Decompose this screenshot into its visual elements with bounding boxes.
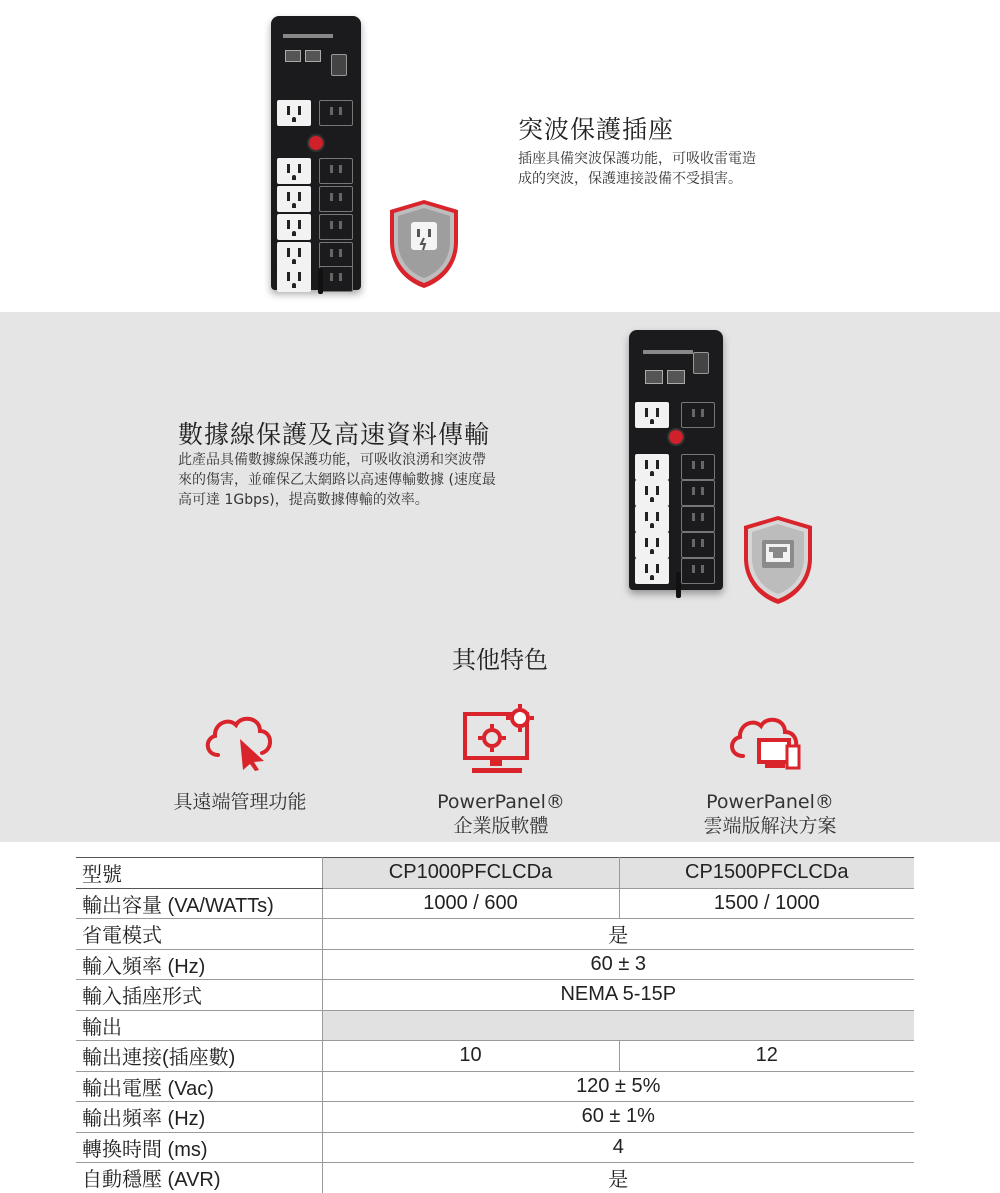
spec-label: 輸出電壓 (Vac) (76, 1071, 322, 1102)
table-row (76, 1163, 914, 1193)
spec-value: 60 ± 3 (322, 949, 914, 980)
spec-section-label: 輸出 (76, 1010, 322, 1041)
data-protect-description (178, 450, 496, 510)
spec-label: 輸入插座形式 (76, 980, 322, 1011)
table-row (76, 949, 914, 980)
surge-shield-icon (384, 196, 464, 292)
feature-label-line: PowerPanel® (437, 791, 565, 813)
ups-back-panel-image (271, 16, 361, 290)
spec-label: 輸出容量 (VA/WATTs) (76, 888, 322, 919)
spec-label: 省電模式 (76, 919, 322, 950)
feature-label-line: 企業版軟體 (453, 815, 549, 837)
spec-value: 60 ± 1% (322, 1102, 914, 1133)
spec-value: NEMA 5-15P (322, 980, 914, 1011)
table-row (76, 1102, 914, 1133)
spec-value: 是 (322, 919, 914, 950)
surge-desc-line: 成的突波，保護連接設備不受損害。 (518, 171, 742, 187)
ethernet-shield-icon (738, 512, 818, 608)
spec-value: 10 (322, 1041, 619, 1072)
power-cord (676, 572, 681, 598)
spec-value: 是 (322, 1163, 914, 1193)
spec-value: 1500 / 1000 (619, 888, 914, 919)
surge-description (518, 149, 756, 189)
spec-value (322, 1010, 914, 1041)
spec-label: 自動穩壓 (AVR) (76, 1163, 322, 1193)
spec-value: 1000 / 600 (322, 888, 619, 919)
spec-label: 輸出頻率 (Hz) (76, 1102, 322, 1133)
monitor-gear-icon (462, 704, 542, 776)
power-cord (318, 268, 323, 294)
table-row (76, 888, 914, 919)
feature-powerpanel-business (394, 790, 608, 838)
data-protect-title: 數據線保護及高速資料傳輸 (178, 420, 491, 449)
cloud-devices-icon (725, 712, 805, 772)
model-2-header: CP1500PFCLCDa (619, 858, 914, 889)
spec-value: 12 (619, 1041, 914, 1072)
spec-label: 轉換時間 (ms) (76, 1132, 322, 1163)
feature-label-line: 具遠端管理功能 (173, 791, 307, 813)
data-protect-desc-line: 此產品具備數據線保護功能，可吸收浪湧和突波帶 (178, 452, 486, 468)
model-1-header: CP1000PFCLCDa (322, 858, 619, 889)
surge-desc-line: 插座具備突波保護功能，可吸收雷電造 (518, 151, 756, 167)
data-protect-desc-line: 高可達 1Gbps)，提高數據傳輸的效率。 (178, 492, 429, 508)
ups-back-panel-image-2 (629, 330, 723, 590)
spec-label: 輸入頻率 (Hz) (76, 949, 322, 980)
feature-label-line: 雲端版解決方案 (703, 815, 837, 837)
table-row (76, 1132, 914, 1163)
table-row-section (76, 1010, 914, 1041)
cloud-cursor-icon (200, 709, 278, 771)
spec-value: 4 (322, 1132, 914, 1163)
surge-section (0, 0, 1000, 312)
table-row (76, 1071, 914, 1102)
table-row (76, 980, 914, 1011)
feature-label-line: PowerPanel® (706, 791, 834, 813)
table-row (76, 858, 914, 889)
table-row (76, 1041, 914, 1072)
spec-label: 型號 (76, 858, 322, 889)
spec-value: 120 ± 5% (322, 1071, 914, 1102)
feature-powerpanel-cloud (660, 790, 880, 838)
spec-label: 輸出連接(插座數) (76, 1041, 322, 1072)
other-features-title: 其他特色 (452, 646, 548, 674)
feature-remote-management (140, 790, 340, 814)
surge-title: 突波保護插座 (518, 115, 675, 144)
data-protect-desc-line: 來的傷害，並確保乙太網路以高速傳輸數據 (速度最 (178, 472, 496, 488)
spec-table (76, 857, 914, 1193)
table-row (76, 919, 914, 950)
